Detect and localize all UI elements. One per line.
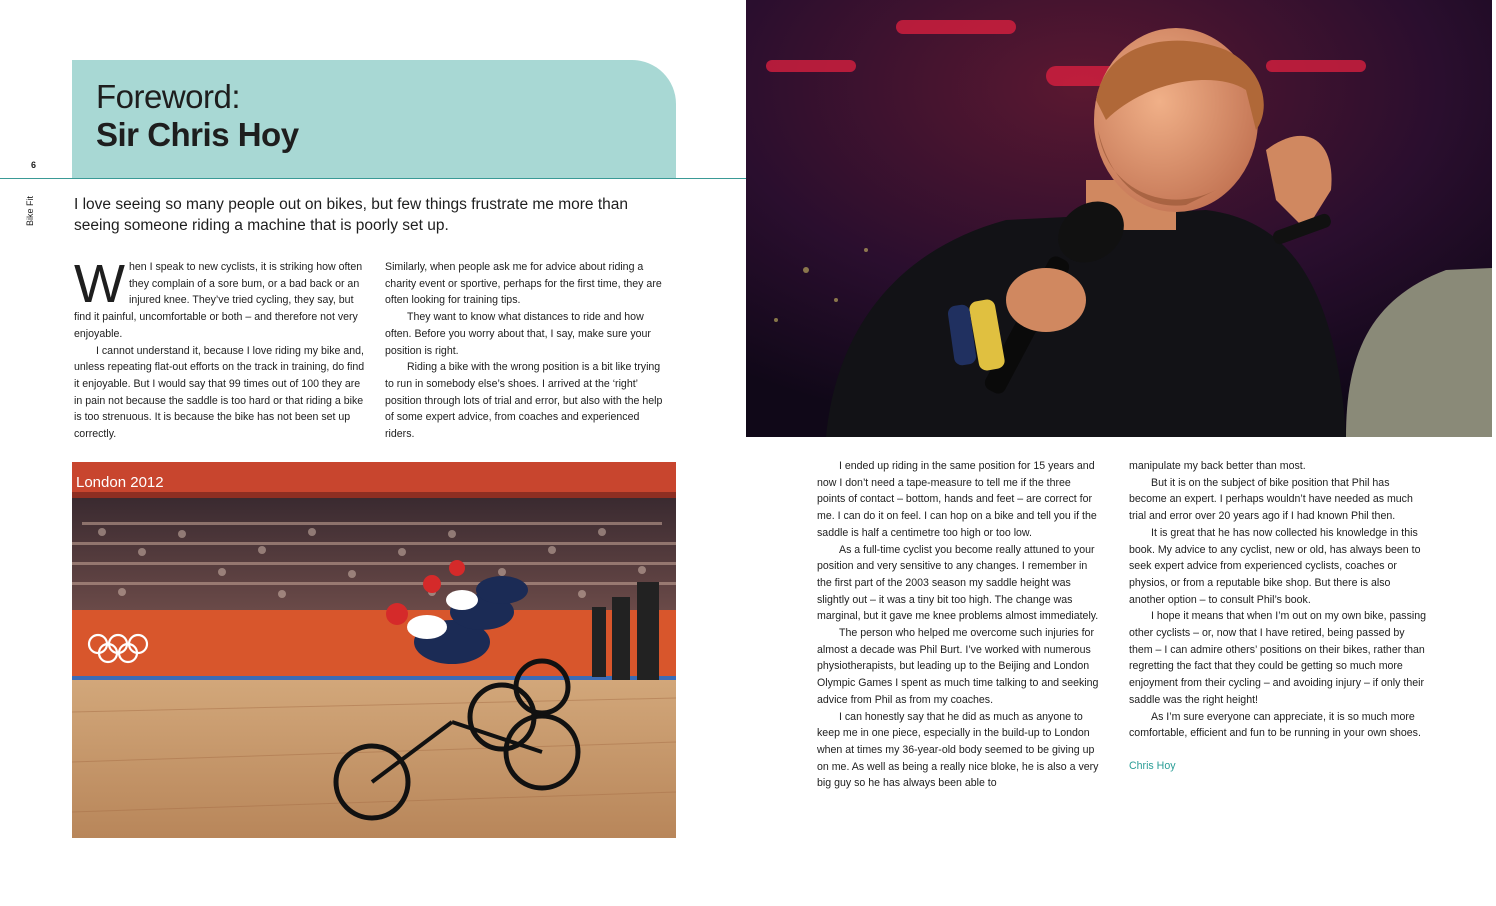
paragraph: I ended up riding in the same position for 15 years and now I don’t need a tape-measure to tell me if the three points of contact – bottom, hands and feet – are correct for me. I can do it on feel. I can hop on a bike and tell you if the saddle is half a centimetre too high or too low. xyxy=(817,460,1097,539)
paragraph: manipulate my back better than most. xyxy=(1129,460,1306,472)
body-column-4 xyxy=(1129,458,1429,775)
running-head: Bike Fit xyxy=(25,195,35,226)
paragraph-text: hen I speak to new cyclists, it is striking how often they complain of a sore bum, or a bad back or an injured knee. They’ve tried cycling, they say, but find it painful, uncomfortable or both – and therefore not very enjoyable. xyxy=(74,261,363,340)
paragraph: I hope it means that when I’m out on my own bike, passing other cyclists – or, now that I have retired, being passed by them – I can admire others’ positions on their bikes, rather than regretting the fact that they could be getting so much more enjoyment from their cycling – and avoiding injury – if only their saddle was the right height! xyxy=(1129,610,1426,706)
body-column-3 xyxy=(817,458,1102,792)
paragraph: But it is on the subject of bike position that Phil has become an expert. I perhaps wouldn’t have needed as much trial and error over 20 years ago if I had known Phil then. xyxy=(1129,476,1413,523)
title-author: Sir Chris Hoy xyxy=(96,116,299,153)
page-number: 6 xyxy=(31,160,37,170)
header-rule xyxy=(0,178,746,179)
signature: Chris Hoy xyxy=(1129,759,1176,772)
body-column-2 xyxy=(385,259,665,443)
paragraph: I cannot understand it, because I love riding my bike and, unless repeating flat-out efforts on the track in training, do find it enjoyable. But I would say that 99 times out of 100 they are in pain not because the saddle is too hard or that riding a bike is too strenuous. It is because the bike has not been set up correctly. xyxy=(74,344,365,441)
paragraph: The person who helped me overcome such injuries for almost a decade was Phil Burt. I’ve worked with numerous physiotherapists, but leading up to the Beijing and London Olympic Games I spent as much time talking to and seeking advice from Phil as from my coaches. xyxy=(817,627,1099,706)
paragraph: As I’m sure everyone can appreciate, it is so much more comfortable, efficient and fun to be running in your own shoes. xyxy=(1129,710,1421,740)
chris-hoy-photo xyxy=(746,0,1492,437)
intro-paragraph: I love seeing so many people out on bikes, but few things frustrate me more than seeing someone riding a machine that is poorly set up. xyxy=(74,196,629,234)
body-column-1 xyxy=(74,254,366,443)
paragraph: Similarly, when people ask me for advice about riding a charity event or sportive, perhaps for the first time, they are often looking for training tips. xyxy=(385,261,662,307)
drop-cap: W xyxy=(74,254,125,314)
paragraph xyxy=(74,254,366,343)
paragraph: I can honestly say that he did as much as anyone to keep me in one piece, especially in the build-up to London when at times my 36-year-old body seemed to be giving up on me. As well as being a really nice bloke, he is also a very big guy so he has always been able to xyxy=(817,710,1099,790)
paragraph: Riding a bike with the wrong position is a bit like trying to run in somebody else’s shoes. I arrived at the ‘right’ position through lots of trial and error, but also with the help of some expert advice, from coaches and experienced riders. xyxy=(385,361,663,441)
banner-text: London 2012 xyxy=(76,474,164,491)
paragraph: As a full-time cyclist you become really attuned to your position and very sensitive to any changes. I remember in the first part of the 2003 season my saddle height was slightly out – it was a tiny bit too high. The change was marginal, but it gave me knee problems almost immediately. xyxy=(817,543,1099,623)
title-foreword: Foreword: xyxy=(96,78,241,115)
paragraph: It is great that he has now collected his knowledge in this book. My advice to any cyclist, new or old, has always been to seek expert advice from experienced cyclists, coaches or physios, or from a reputable bike shop. But there is also another option – to consult Phil’s book. xyxy=(1129,526,1421,606)
track-cycling-photo xyxy=(72,462,676,838)
paragraph: They want to know what distances to ride and how often. Before you worry about that, I say, make sure your position is right. xyxy=(385,311,651,357)
